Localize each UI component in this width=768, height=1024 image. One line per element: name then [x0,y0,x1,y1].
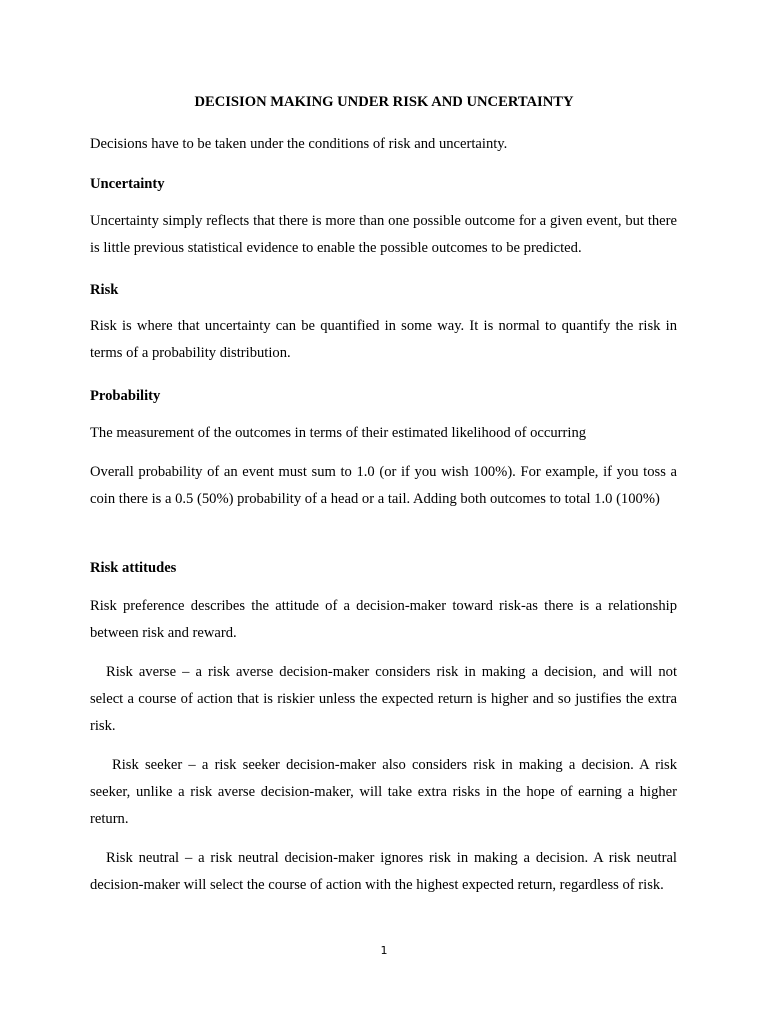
risk-averse-paragraph: Risk averse – a risk averse decision-maker considers risk in making a decision, and will not select a course of action that is riskier unless the expected return is higher and so justifies the extra risk. [90,664,677,734]
intro-paragraph: Decisions have to be taken under the conditions of risk and uncertainty. [90,136,508,152]
page-number: 1 [380,944,388,957]
risk-attitudes-heading: Risk attitudes [90,560,177,576]
document-title: DECISION MAKING UNDER RISK AND UNCERTAINTY [194,94,574,110]
risk-neutral-paragraph: Risk neutral – a risk neutral decision-maker ignores risk in making a decision. A risk neutral decision-maker will select the course of action with the highest expected return, regardless of risk. [90,850,677,893]
probability-example: Overall probability of an event must sum to 1.0 (or if you wish 100%). For example, if you toss a coin there is a 0.5 (50%) probability of a head or a tail. Adding both outcomes to total 1.0 (100%) [90,464,677,507]
risk-seeker-paragraph: Risk seeker – a risk seeker decision-maker also considers risk in making a decision. A risk seeker, unlike a risk averse decision-maker, will take extra risks in the hope of earning a higher return. [90,757,677,827]
uncertainty-heading: Uncertainty [90,176,165,192]
probability-definition: The measurement of the outcomes in terms of their estimated likelihood of occurring [90,425,587,441]
risk-heading: Risk [90,282,119,298]
uncertainty-paragraph: Uncertainty simply reflects that there is more than one possible outcome for a given event, but there is little previous statistical evidence to enable the possible outcomes to be predicted. [90,213,677,256]
risk-attitudes-paragraph: Risk preference describes the attitude of a decision-maker toward risk-as there is a relationship between risk and reward. [90,598,677,641]
risk-paragraph: Risk is where that uncertainty can be quantified in some way. It is normal to quantify the risk in terms of a probability distribution. [90,318,677,361]
probability-heading: Probability [90,388,161,404]
